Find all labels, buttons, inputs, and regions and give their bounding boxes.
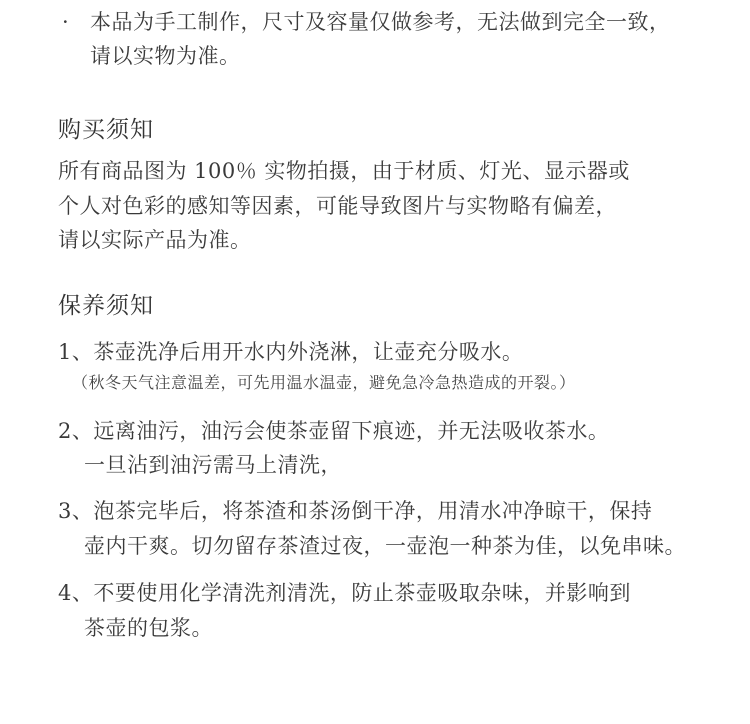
intro-line-1: 本品为手工制作，尺寸及容量仅做参考，无法做到完全一致， [90, 10, 671, 34]
care-item-3-line-2: 壶内干爽。切勿留存茶渣过夜，一壶泡一种茶为佳，以免串味。 [84, 534, 686, 558]
care-item-4-line-1: 4、不要使用化学清洗剂清洗，防止茶壶吸取杂味，并影响到 [58, 581, 631, 605]
intro-bullet: · [62, 10, 70, 34]
care-title: 保养须知 [58, 293, 154, 319]
intro-line-2: 请以实物为准。 [90, 44, 241, 68]
care-item-2-line-1: 2、远离油污，油污会使茶壶留下痕迹，并无法吸收茶水。 [58, 419, 610, 443]
care-item-4-line-2: 茶壶的包浆。 [84, 616, 213, 640]
care-item-2-line-2: 一旦沾到油污需马上清洗， [84, 453, 342, 477]
care-item-1-note: （秋冬天气注意温差，可先用温水温壶，避免急冷急热造成的开裂。） [72, 373, 576, 392]
purchase-line-3: 请以实际产品为准。 [58, 228, 252, 252]
purchase-line-2: 个人对色彩的感知等因素，可能导致图片与实物略有偏差， [58, 194, 617, 218]
care-item-3-line-1: 3、泡茶完毕后，将茶渣和茶汤倒干净，用清水冲净晾干，保持 [58, 499, 653, 523]
purchase-line-1: 所有商品图为 100％ 实物拍摄，由于材质、灯光、显示器或 [58, 159, 630, 183]
purchase-title: 购买须知 [58, 117, 154, 143]
care-item-1-line-1: 1、茶壶洗净后用开水内外浇淋，让壶充分吸水。 [58, 340, 524, 364]
